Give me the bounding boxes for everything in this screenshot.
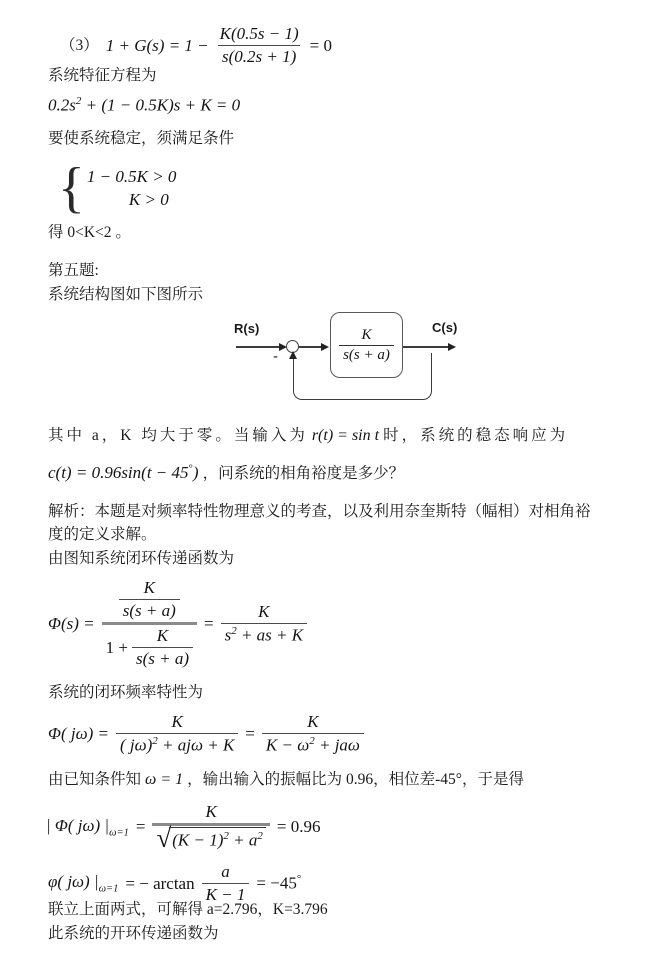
output-signal-label: C(s) (432, 320, 458, 335)
numerator: K (171, 712, 183, 731)
caption-closed-loop: 由图知系统闭环传递函数为 (48, 550, 235, 567)
analysis-line-2: 度的定义求解。 (48, 526, 157, 543)
fraction-numerator: K(0.5s − 1) (219, 24, 299, 43)
phase-lhs: φ( jω) $|_{\omega=1}$ (48, 872, 119, 895)
formula-magnitude (46, 802, 320, 852)
phase-numerator: a (221, 862, 230, 881)
response-math-1: c(t) = 0.96sin(t − 45 (48, 463, 189, 482)
mag-fraction (152, 802, 269, 852)
output-line (403, 346, 450, 348)
main-numerator (115, 578, 184, 622)
formula-inequality-system (58, 157, 177, 219)
arrowhead-up-icon (289, 351, 297, 359)
arrowhead-right-icon (321, 343, 329, 351)
formula-phi-jw (48, 712, 364, 756)
block-numerator: K (361, 326, 372, 343)
main-denominator (102, 622, 197, 669)
square-root (156, 823, 265, 853)
given-text-2: 时，系统的稳态响应为 (383, 427, 569, 444)
result-numerator: K (258, 601, 270, 621)
fraction-left (116, 712, 238, 756)
feedback-path (293, 353, 432, 400)
question5-caption: 系统结构图如下图所示 (48, 286, 204, 303)
denominator: ( jω)$^2$ + ajω + K (116, 733, 238, 756)
question5-title: 第五题: (48, 262, 99, 279)
caption-char-eq: 系统特征方程为 (48, 67, 157, 84)
result-denominator: $s^2$ + as + K (221, 623, 308, 646)
response-question: ，问系统的相角裕度是多少？ (202, 465, 405, 482)
mag-denominator (152, 823, 269, 852)
inner-den: s(s + a) (119, 599, 180, 621)
junction-to-block-line (299, 346, 323, 348)
radicand: $(K - 1)^2 + a^2$ (169, 827, 266, 851)
block-diagram (230, 312, 470, 412)
mag-result: = 0.96 (276, 817, 321, 836)
response-math-2: ) (192, 463, 199, 482)
inner-den-2: s(s + a) (132, 647, 193, 669)
caption-stability: 要使系统稳定，须满足条件 (48, 130, 235, 147)
known-text-2: ，输出输入的振幅比为 0.96，相位差-45°，于是得 (187, 771, 524, 788)
solution-line: 联立上面两式，可解得 a=2.796，K=3.796 (48, 901, 328, 918)
phase-result: = −45° (256, 873, 302, 893)
degree-sign: ° (188, 462, 193, 475)
given-conditions-line (48, 424, 568, 447)
formula-closed-char-eq (60, 24, 332, 67)
inner-fraction-top (119, 578, 180, 621)
arrowhead-right-icon (448, 343, 456, 351)
main-fraction (102, 578, 197, 669)
inequality-2: K > 0 (128, 189, 169, 209)
result-range: 得 0<K<2 。 (48, 224, 131, 241)
mag-numerator: K (205, 802, 217, 821)
poly-exp: 2 (75, 95, 82, 107)
inequality-rows (87, 167, 177, 210)
equals-sign: = (203, 613, 214, 633)
analysis-line-1: 解析：本题是对频率特性物理意义的考查，以及利用奈奎斯特（幅相）对相角裕 (48, 503, 591, 520)
inner-num-2: K (156, 626, 169, 645)
inner-fraction-bottom (132, 626, 193, 669)
inequality-1: 1 − 0.5K > 0 (86, 166, 177, 186)
denominator-2: $K - \omega^2 + ja\omega$ (262, 733, 364, 756)
formula-rhs: = 0 (309, 35, 332, 55)
arctan-operator: = − arctan (125, 873, 195, 893)
phase-denominator: K − 1 (202, 883, 250, 905)
known-conditions-line (48, 768, 524, 791)
input-signal-label: R(s) (234, 321, 260, 336)
poly-part1: 0.2s (48, 95, 76, 115)
equals-sign: = (135, 817, 146, 836)
radical-sign: √ (156, 823, 172, 853)
formula-polynomial (48, 95, 240, 116)
fraction-denominator: s(0.2s + 1) (218, 45, 300, 67)
left-brace: { (58, 157, 85, 219)
item-label: （3） (60, 37, 99, 54)
numerator-2: K (307, 712, 319, 731)
fraction-right (262, 712, 364, 756)
equals-sign: = (245, 723, 255, 743)
one-plus: 1 + (105, 637, 128, 657)
inner-num: K (143, 578, 155, 597)
phi-s-lhs: Φ(s) = (48, 613, 95, 633)
known-text-1: 由已知条件知 (48, 771, 142, 788)
given-text-1: 其中 a，K 均大于零。当输入为 (48, 427, 308, 444)
phi-jw-lhs: Φ( jω) = (48, 723, 109, 743)
result-fraction (221, 602, 308, 646)
fraction (216, 24, 303, 67)
response-line (48, 462, 404, 485)
final-caption: 此系统的开环传递函数为 (48, 925, 219, 942)
mag-lhs: | Φ( jω) $|_{\omega=1}$ (46, 815, 129, 839)
minus-sign-label: - (273, 348, 278, 365)
formula-phi-s (48, 578, 307, 669)
input-signal-math: r(t) = sin t (311, 427, 380, 444)
formula-lhs: 1 + G(s) = 1 − (105, 35, 209, 55)
block-denominator: s(s + a) (339, 345, 394, 364)
caption-frequency: 系统的闭环频率特性为 (48, 684, 204, 701)
omega-math: ω = 1 (145, 771, 184, 788)
poly-part2: + (1 − 0.5K)s + K = 0 (81, 95, 241, 115)
